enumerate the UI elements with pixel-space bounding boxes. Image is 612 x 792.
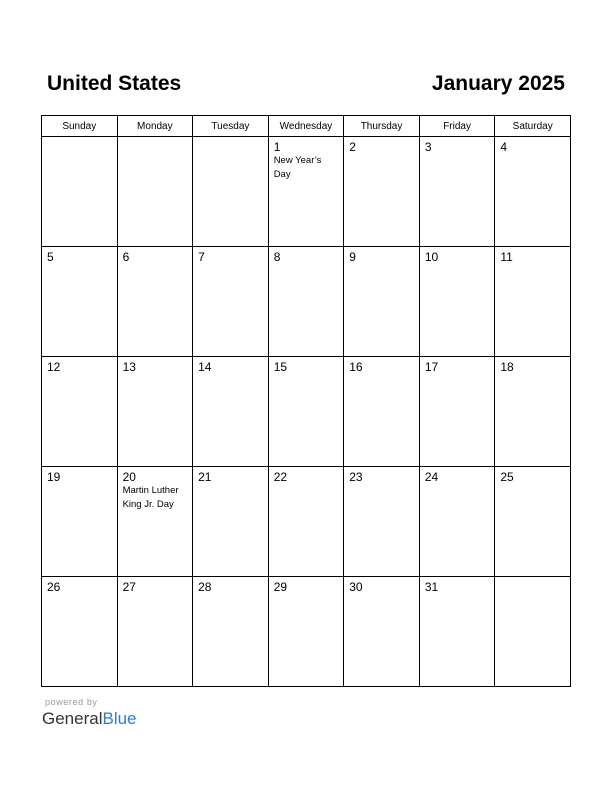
day-number: 20 xyxy=(122,470,136,484)
calendar-grid xyxy=(41,115,571,687)
weekday-friday: Friday xyxy=(419,116,495,137)
day-cell xyxy=(193,247,269,357)
day-cell xyxy=(42,247,118,357)
day-number: 16 xyxy=(349,360,363,374)
day-number: 10 xyxy=(424,250,439,264)
day-cell xyxy=(268,467,344,577)
week-row xyxy=(42,467,571,577)
day-number xyxy=(193,137,268,140)
weekday-header-row xyxy=(42,116,571,137)
day-number: 7 xyxy=(198,250,205,264)
day-number: 11 xyxy=(500,250,513,264)
day-cell xyxy=(419,467,495,577)
day-cell xyxy=(344,467,420,577)
day-number: 28 xyxy=(198,580,212,594)
day-cell xyxy=(344,247,420,357)
day-cell xyxy=(193,357,269,467)
day-cell xyxy=(495,137,571,247)
weekday-tuesday: Tuesday xyxy=(193,116,269,137)
week-row xyxy=(42,577,571,687)
day-number xyxy=(495,577,570,580)
day-cell xyxy=(117,357,193,467)
day-number: 9 xyxy=(349,250,356,264)
month-title: January 2025 xyxy=(431,72,565,95)
day-number: 29 xyxy=(273,580,288,594)
weekday-saturday: Saturday xyxy=(495,116,571,137)
day-cell xyxy=(193,577,269,687)
day-number: 18 xyxy=(500,360,514,374)
day-number: 26 xyxy=(47,580,61,594)
day-cell xyxy=(344,357,420,467)
day-number: 24 xyxy=(424,470,439,484)
day-number: 17 xyxy=(424,360,439,374)
day-cell xyxy=(419,137,495,247)
holiday-label: New Year’s Day xyxy=(273,155,322,180)
holiday-label: Martin Luther King Jr. Day xyxy=(122,485,179,510)
day-cell xyxy=(117,137,193,247)
weekday-monday: Monday xyxy=(117,116,193,137)
brand-general-text: General xyxy=(42,709,103,728)
day-cell xyxy=(344,137,420,247)
powered-by-label: powered by xyxy=(45,697,98,707)
day-number: 27 xyxy=(122,580,136,594)
day-cell xyxy=(268,137,344,247)
day-number: 13 xyxy=(122,360,136,374)
calendar-body xyxy=(42,137,571,687)
generalblue-logo xyxy=(42,709,137,729)
week-row xyxy=(42,247,571,357)
day-number: 19 xyxy=(47,470,61,484)
day-cell xyxy=(495,247,571,357)
brand-blue-text: Blue xyxy=(102,709,137,728)
day-cell xyxy=(193,467,269,577)
day-cell xyxy=(42,577,118,687)
day-cell xyxy=(117,467,193,577)
week-row xyxy=(42,137,571,247)
week-row xyxy=(42,357,571,467)
day-cell xyxy=(344,577,420,687)
day-cell xyxy=(419,247,495,357)
day-number xyxy=(118,137,193,140)
day-cell xyxy=(268,247,344,357)
day-number: 8 xyxy=(273,250,281,264)
day-number: 30 xyxy=(349,580,363,594)
day-cell xyxy=(419,357,495,467)
weekday-thursday: Thursday xyxy=(344,116,420,137)
day-cell xyxy=(268,357,344,467)
day-number: 6 xyxy=(122,250,130,264)
day-number: 21 xyxy=(198,470,212,484)
day-cell xyxy=(419,577,495,687)
day-number: 14 xyxy=(198,360,212,374)
day-number: 4 xyxy=(500,140,508,154)
day-cell xyxy=(268,577,344,687)
day-number: 31 xyxy=(424,580,439,594)
day-number: 12 xyxy=(47,360,61,374)
day-cell xyxy=(117,577,193,687)
day-number: 22 xyxy=(273,470,288,484)
day-number: 23 xyxy=(349,470,363,484)
day-number: 5 xyxy=(47,250,54,264)
day-number: 3 xyxy=(424,140,432,154)
day-cell xyxy=(42,137,118,247)
country-title: United States xyxy=(47,72,182,95)
day-cell xyxy=(193,137,269,247)
day-number: 25 xyxy=(500,470,514,484)
day-number: 1 xyxy=(273,140,281,154)
day-cell xyxy=(42,467,118,577)
day-number: 15 xyxy=(273,360,288,374)
day-cell xyxy=(42,357,118,467)
day-cell xyxy=(495,467,571,577)
day-cell xyxy=(495,577,571,687)
weekday-sunday: Sunday xyxy=(42,116,118,137)
day-cell xyxy=(117,247,193,357)
day-cell xyxy=(495,357,571,467)
day-number xyxy=(42,137,117,140)
day-number: 2 xyxy=(349,140,356,154)
weekday-wednesday: Wednesday xyxy=(268,116,344,137)
